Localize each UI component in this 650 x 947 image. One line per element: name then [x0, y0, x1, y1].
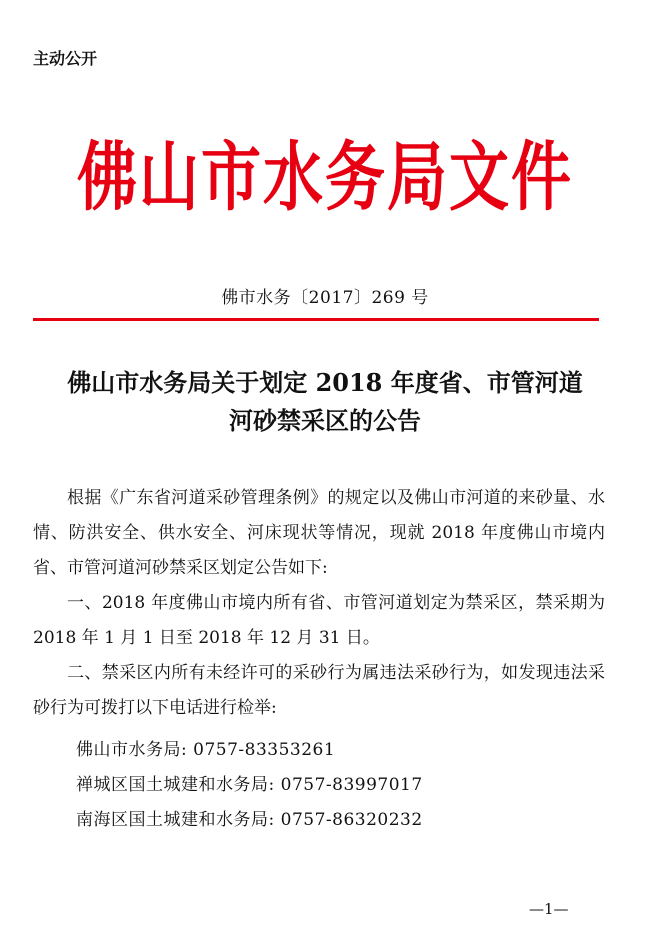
notice-title-line-2: 河砂禁采区的公告	[229, 406, 421, 435]
contact-line-2: 禅城区国土城建和水务局: 0757-83997017	[76, 775, 423, 795]
notice-title-line-1: 佛山市水务局关于划定 2018 年度省、市管河道	[67, 368, 583, 397]
notice-body	[33, 481, 605, 726]
red-divider	[33, 318, 599, 321]
body-paragraph-2: 一、2018 年度佛山市境内所有省、市管河道划定为禁采区，禁采期为 2018 年 1 月 1 日至 2018 年 12 月 31 日。	[33, 593, 605, 648]
disclosure-label: 主动公开	[33, 49, 98, 68]
body-paragraph-3: 二、禁采区内所有未经许可的采砂行为属违法采砂行为，如发现违法采砂行为可拨打以下电话进行检举:	[33, 663, 605, 718]
contact-line-1: 佛山市水务局: 0757-83353261	[76, 740, 336, 760]
body-paragraph-1: 根据《广东省河道采砂管理条例》的规定以及佛山市河道的来砂量、水情、防洪安全、供水安全、河床现状等情况，现就 2018 年度佛山市境内省、市管河道河砂禁采区划定公告如下:	[33, 488, 605, 578]
contact-line-3: 南海区国土城建和水务局: 0757-86320232	[76, 810, 423, 830]
document-masthead: 佛山市水务局文件	[77, 134, 573, 222]
notice-title	[0, 364, 650, 440]
document-number: 佛市水务〔2017〕269 号	[221, 288, 429, 308]
page-number: —1—	[529, 900, 569, 918]
